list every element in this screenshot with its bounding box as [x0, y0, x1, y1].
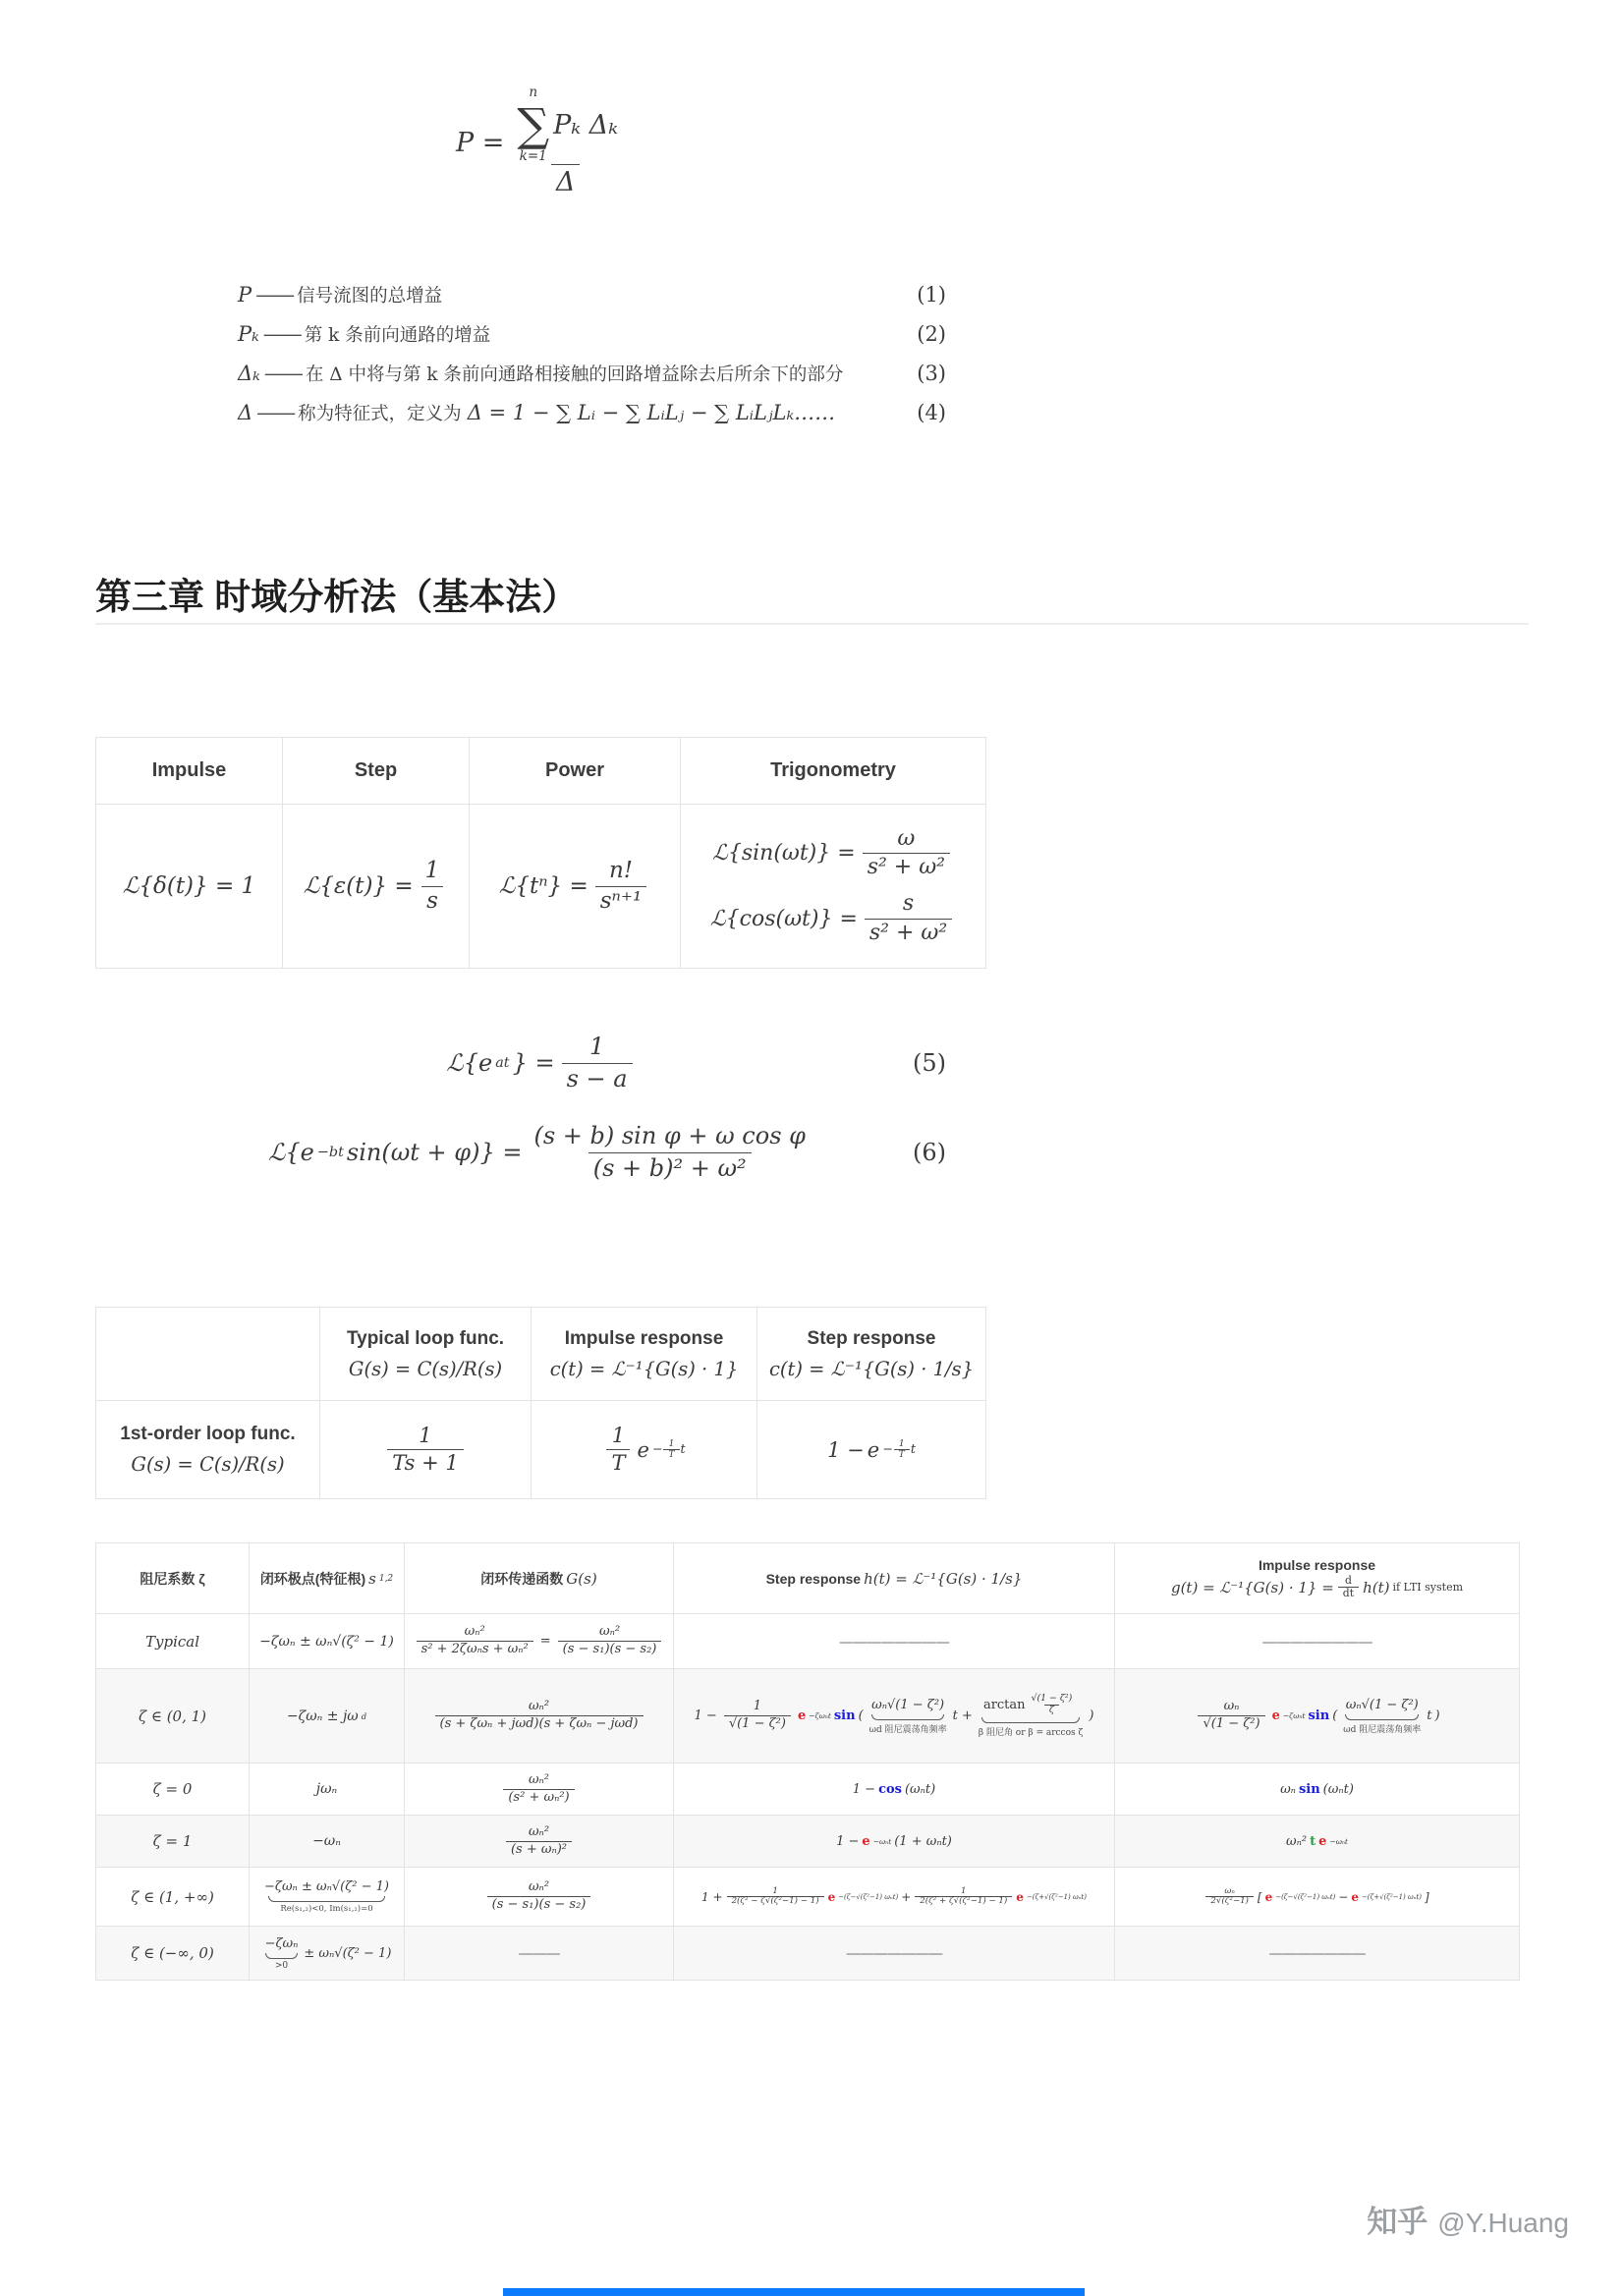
characteristic-formula: Δ = 1 − ∑ Lᵢ − ∑ LᵢLⱼ − ∑ LᵢLⱼLₖ…… — [467, 401, 836, 424]
sum-symbol — [517, 86, 549, 164]
table-corner-empty — [96, 1308, 320, 1401]
column-header-step-response: Step response c(t) = ℒ⁻¹{G(s) · 1/s} — [757, 1308, 986, 1401]
definition-text: 第 k 条前向通路的增益 — [304, 325, 491, 346]
euler-e-red: e — [1271, 1708, 1280, 1723]
cell-step-zeta-1-inf: 1 + $\frac{1}{\text{2(ζ² − ζ√(ζ²−1) − 1)}}$ e −(ζ−√(ζ²−1) ωₙt) + $\frac{1}{\text{2(ζ² + ζ√(ζ²−1) − 1)}}$ e −(ζ+√(ζ²−1) ωₙt) — [674, 1868, 1115, 1927]
definition-dash: —— — [256, 401, 295, 424]
definition-text: 信号流图的总增益 — [297, 286, 443, 307]
formula-sin: ℒ{sin(ωt)} = — [711, 841, 856, 867]
table-cell-loop-transfer — [320, 1401, 532, 1499]
chapter-heading: 第三章 时域分析法（基本法） — [95, 576, 579, 617]
cell-impulse-zeta-0: ωₙ sin (ωₙt) — [1115, 1764, 1520, 1816]
euler-e: e — [637, 1437, 649, 1462]
cell-impulse-zeta-1: ωₙ² t e −ωₙt — [1115, 1816, 1520, 1868]
exponent: −ζωₙt — [1282, 1711, 1306, 1720]
math-fraction: $\frac{d}{dt}$ — [1338, 1575, 1359, 1599]
sum-lower-limit: k=1 — [519, 148, 547, 165]
column-header-step: Step — [283, 738, 470, 805]
underbrace-damped-frequency: ωₙ√(1 − ζ²) ωd 阻尼震荡角频率 — [1343, 1697, 1422, 1735]
underbrace-glyph — [268, 1896, 385, 1902]
equation-number: (4) — [917, 401, 946, 424]
exponent: − $\frac{1}{T}$ t — [882, 1439, 916, 1460]
equation-number: (3) — [917, 362, 946, 385]
math-fraction: $\frac{s}{\text{s² + ω²}}$ — [865, 890, 952, 947]
math-fraction — [508, 86, 623, 199]
exponent: at — [495, 1055, 510, 1071]
equation-number: (6) — [913, 1139, 946, 1166]
table-cell-step-response: 1 − e − $\frac{1}{T}$ t — [757, 1401, 986, 1499]
definition-symbol: Pₖ — [238, 322, 259, 346]
underbrace-damped-frequency: ωₙ√(1 − ζ²) ωd 阻尼震荡角频率 — [868, 1697, 947, 1735]
underbrace-real-poles: −ζωₙ ± ωₙ√(ζ² − 1) Re(s₁,₂)<0, Im(s₁,₂)=0 — [264, 1879, 389, 1914]
math-fraction: $\frac{1}{Ts + 1}$ — [387, 1423, 464, 1478]
sin-blue: sin — [833, 1708, 856, 1723]
cell-poles-zeta-0: jωₙ — [250, 1764, 405, 1816]
underbrace-positive-part: −ζωₙ >0 — [264, 1935, 299, 1971]
row-label-zeta-1-inf: ζ ∈ (1, +∞) — [96, 1868, 250, 1927]
math-fraction: $\frac{n!}{\text{sⁿ⁺¹}}$ — [595, 857, 647, 917]
row-label-typical: Typical — [96, 1614, 250, 1669]
definition-text: 称为特征式，定义为 — [298, 404, 462, 424]
table-cell-power-transform — [470, 805, 681, 969]
underbrace-glyph — [981, 1717, 1080, 1723]
cos-blue: cos — [878, 1781, 902, 1797]
math-fraction: $\frac{\omega}{\text{s² + ω²}}$ — [863, 825, 950, 882]
exponent: −(ζ−√(ζ²−1) ωₙt) — [1275, 1892, 1336, 1901]
definition-dash: —— — [262, 322, 301, 346]
math-fraction: $\frac{1}{s}$ — [420, 857, 445, 917]
watermark-username: @Y.Huang — [1437, 2208, 1569, 2238]
euler-e-red: e — [1264, 1889, 1273, 1904]
watermark — [1367, 2197, 1569, 2241]
cell-poles-typical: −ζωₙ ± ωₙ√(ζ² − 1) — [250, 1614, 405, 1669]
sigma-glyph: ∑ — [517, 97, 550, 151]
underbrace-damping-angle: arctan $\frac{\text{√(1 − ζ²)}}{\zeta}$ β 阻尼角 or β = arccos ζ — [978, 1693, 1084, 1738]
equation-block — [95, 1024, 987, 1203]
exponent: −(ζ−√(ζ²−1) ωₙt) — [838, 1892, 899, 1901]
exponent: −ωₙt — [872, 1836, 892, 1846]
cell-transfer-zeta-1: $\frac{\text{ωₙ²}}{\text{(s + ωₙ)²}}$ — [405, 1816, 674, 1868]
sum-terms: Pₖ Δₖ — [553, 109, 619, 140]
formula-lhs: P — [455, 128, 475, 158]
euler-e-red: e — [1016, 1889, 1024, 1904]
math-fraction: $\frac{1}{s - a}$ — [562, 1032, 633, 1093]
math-fraction: $\frac{1}{T}$ — [606, 1423, 630, 1478]
cell-transfer-zeta-neg-empty: ——— — [405, 1927, 674, 1981]
cell-transfer-zeta-0: $\frac{\text{ωₙ²}}{\text{(s² + ωₙ²)}}$ — [405, 1764, 674, 1816]
formula: ℒ{δ(t)} = 1 — [122, 873, 256, 899]
formula: ℒ{tⁿ} = — [498, 873, 588, 899]
cell-step-typical-empty: ———————— — [674, 1614, 1115, 1669]
exponent: −bt — [316, 1145, 344, 1160]
equation-number: (5) — [913, 1049, 946, 1077]
column-header-closed-loop-poles: 闭环极点(特征根) s 1,2 — [250, 1543, 405, 1614]
definition-dash: —— — [255, 283, 294, 307]
formula: ℒ{e — [446, 1049, 493, 1077]
cell-poles-zeta-1: −ωₙ — [250, 1816, 405, 1868]
cell-impulse-zeta-1-inf: $\frac{\text{ωₙ}}{\text{2√(ζ²−1)}}$ [ e −(ζ−√(ζ²−1) ωₙt) − e −(ζ+√(ζ²−1) ωₙt) ] — [1115, 1868, 1520, 1927]
cell-poles-zeta-1-inf — [250, 1868, 405, 1927]
bottom-accent-bar — [503, 2288, 1085, 2296]
definition-symbol: Δ — [238, 401, 253, 424]
underbrace-glyph — [871, 1714, 945, 1720]
table-cell-impulse-response — [532, 1401, 757, 1499]
underbrace-glyph — [265, 1953, 298, 1959]
euler-e-red: e — [862, 1833, 870, 1849]
cell-impulse-zeta-0-1: $\frac{\text{ωₙ}}{\text{√(1 − ζ²)}}$ e −ζωₙt sin ( ωₙ√(1 − ζ²) ωd 阻尼震荡角频率 t ) — [1115, 1669, 1520, 1764]
equation-number: (1) — [917, 283, 946, 307]
zhihu-logo: 知乎 — [1367, 2205, 1428, 2239]
sum-upper-limit: n — [529, 84, 538, 100]
sin-blue: sin — [1298, 1781, 1320, 1797]
cell-transfer-typical: $\frac{\text{ωₙ²}}{\text{s² + 2ζωₙs + ωₙ²}}$ = $\frac{\text{ωₙ²}}{\text{(s − s₁)(s − s₂)}}$ — [405, 1614, 674, 1669]
definition-line — [95, 314, 987, 354]
cell-poles-zeta-neg: −ζωₙ >0 ± ωₙ√(ζ² − 1) — [250, 1927, 405, 1981]
definition-text: 在 Δ 中将与第 k 条前向通路相接触的回路增益除去后所余下的部分 — [305, 364, 844, 385]
definition-symbol: P — [238, 283, 252, 307]
damping-ratio-table — [95, 1542, 1520, 1981]
cell-poles-zeta-0-1: −ζωₙ ± jω d — [250, 1669, 405, 1764]
formula: ℒ{ε(t)} = — [303, 873, 414, 899]
t-green: t — [1310, 1833, 1316, 1849]
equation-number: (2) — [917, 322, 946, 346]
definition-list — [95, 275, 987, 432]
euler-e-red: e — [797, 1708, 807, 1723]
cell-transfer-zeta-1-inf: $\frac{\text{ωₙ²}}{\text{(s − s₁)(s − s₂)}}$ — [405, 1868, 674, 1927]
cell-impulse-zeta-neg-empty: ——————— — [1115, 1927, 1520, 1981]
cell-step-zeta-0-1: 1 − $\frac{1}{\text{√(1 − ζ²)}}$ e −ζωₙt sin ( ωₙ√(1 − ζ²) ωd 阻尼震荡角频率 t + arctan $\frac{\text{√(1 − ζ²)}}{\zeta}$ β 阻尼角 or β = arccos ζ ) — [674, 1669, 1115, 1764]
definition-line — [95, 393, 987, 432]
euler-e: e — [867, 1437, 880, 1462]
underbrace-glyph — [1345, 1714, 1419, 1720]
column-header-typical-loop: Typical loop func. G(s) = C(s)/R(s) — [320, 1308, 532, 1401]
math-fraction: $\frac{\text{(s + b) sin φ + ω cos φ}}{\text{(s + b)² + ω²}}$ — [529, 1121, 811, 1183]
column-header-impulse-response: Impulse response g(t) = ℒ⁻¹{G(s) · 1} = $\frac{d}{dt}$ h(t) if LTI system — [1115, 1543, 1520, 1614]
cell-step-zeta-1: 1 − e −ωₙt (1 + ωₙt) — [674, 1816, 1115, 1868]
table-cell-impulse-transform — [96, 805, 283, 969]
definition-line — [95, 275, 987, 314]
mason-gain-formula — [95, 86, 987, 199]
exponent: −(ζ+√(ζ²−1) ωₙt) — [1026, 1892, 1087, 1901]
cell-impulse-typical-empty: ———————— — [1115, 1614, 1520, 1669]
row-label-zeta-neg: ζ ∈ (−∞, 0) — [96, 1927, 250, 1981]
fraction-denominator: Δ — [551, 164, 581, 199]
heading-divider — [95, 623, 1529, 625]
exponent: −ζωₙt — [809, 1711, 831, 1720]
exponent: − $\frac{1}{T}$ t — [651, 1439, 686, 1460]
euler-e-red: e — [1318, 1833, 1327, 1849]
lti-note: if LTI system — [1392, 1581, 1464, 1594]
row-label-zeta-0: ζ = 0 — [96, 1764, 250, 1816]
equation-5: ℒ{e at } = $\frac{1}{s - a}$ (5) — [95, 1024, 987, 1102]
row-label-zeta-1: ζ = 1 — [96, 1816, 250, 1868]
column-header-damping-coefficient: 阻尼系数 ζ — [96, 1543, 250, 1614]
formula: ℒ{e — [268, 1139, 314, 1166]
table-cell-step-transform — [283, 805, 470, 969]
sin-blue: sin — [1308, 1708, 1330, 1723]
loop-function-table — [95, 1307, 986, 1499]
column-header-impulse-response: Impulse response c(t) = ℒ⁻¹{G(s) · 1} — [532, 1308, 757, 1401]
formula-cos: ℒ{cos(ωt)} = — [709, 906, 858, 931]
exponent: −(ζ+√(ζ²−1) ωₙt) — [1361, 1892, 1422, 1901]
equals-sign: = — [481, 128, 505, 158]
cell-transfer-zeta-0-1: $\frac{\text{ωₙ²}}{\text{(s + ζωₙ + jωd)(s + ζωₙ − jωd)}}$ — [405, 1669, 674, 1764]
euler-e-red: e — [827, 1889, 836, 1904]
definition-line — [95, 354, 987, 393]
fraction-numerator — [508, 86, 623, 164]
row-header-first-order: 1st-order loop func. G(s) = C(s)/R(s) — [96, 1401, 320, 1499]
column-header-closed-loop-transfer: 闭环传递函数 G(s) — [405, 1543, 674, 1614]
row-label-zeta-0-1: ζ ∈ (0, 1) — [96, 1669, 250, 1764]
cell-step-zeta-0: 1 − cos (ωₙt) — [674, 1764, 1115, 1816]
column-header-trigonometry: Trigonometry — [681, 738, 986, 805]
column-header-power: Power — [470, 738, 681, 805]
laplace-table — [95, 737, 986, 969]
cell-step-zeta-neg-empty: ——————— — [674, 1927, 1115, 1981]
column-header-impulse: Impulse — [96, 738, 283, 805]
column-header-step-response: Step response h(t) = ℒ⁻¹{G(s) · 1/s} — [674, 1543, 1115, 1614]
euler-e-red: e — [1351, 1889, 1359, 1904]
table-cell-trig-transforms — [681, 805, 986, 969]
exponent: −ωₙt — [1329, 1836, 1348, 1846]
equation-6: ℒ{e −bt sin(ωt + φ)} = $\frac{\text{(s + b) sin φ + ω cos φ}}{\text{(s + b)² + ω²}}$ (6) — [95, 1102, 987, 1203]
definition-symbol: Δₖ — [238, 362, 260, 385]
definition-dash: —— — [263, 362, 302, 385]
